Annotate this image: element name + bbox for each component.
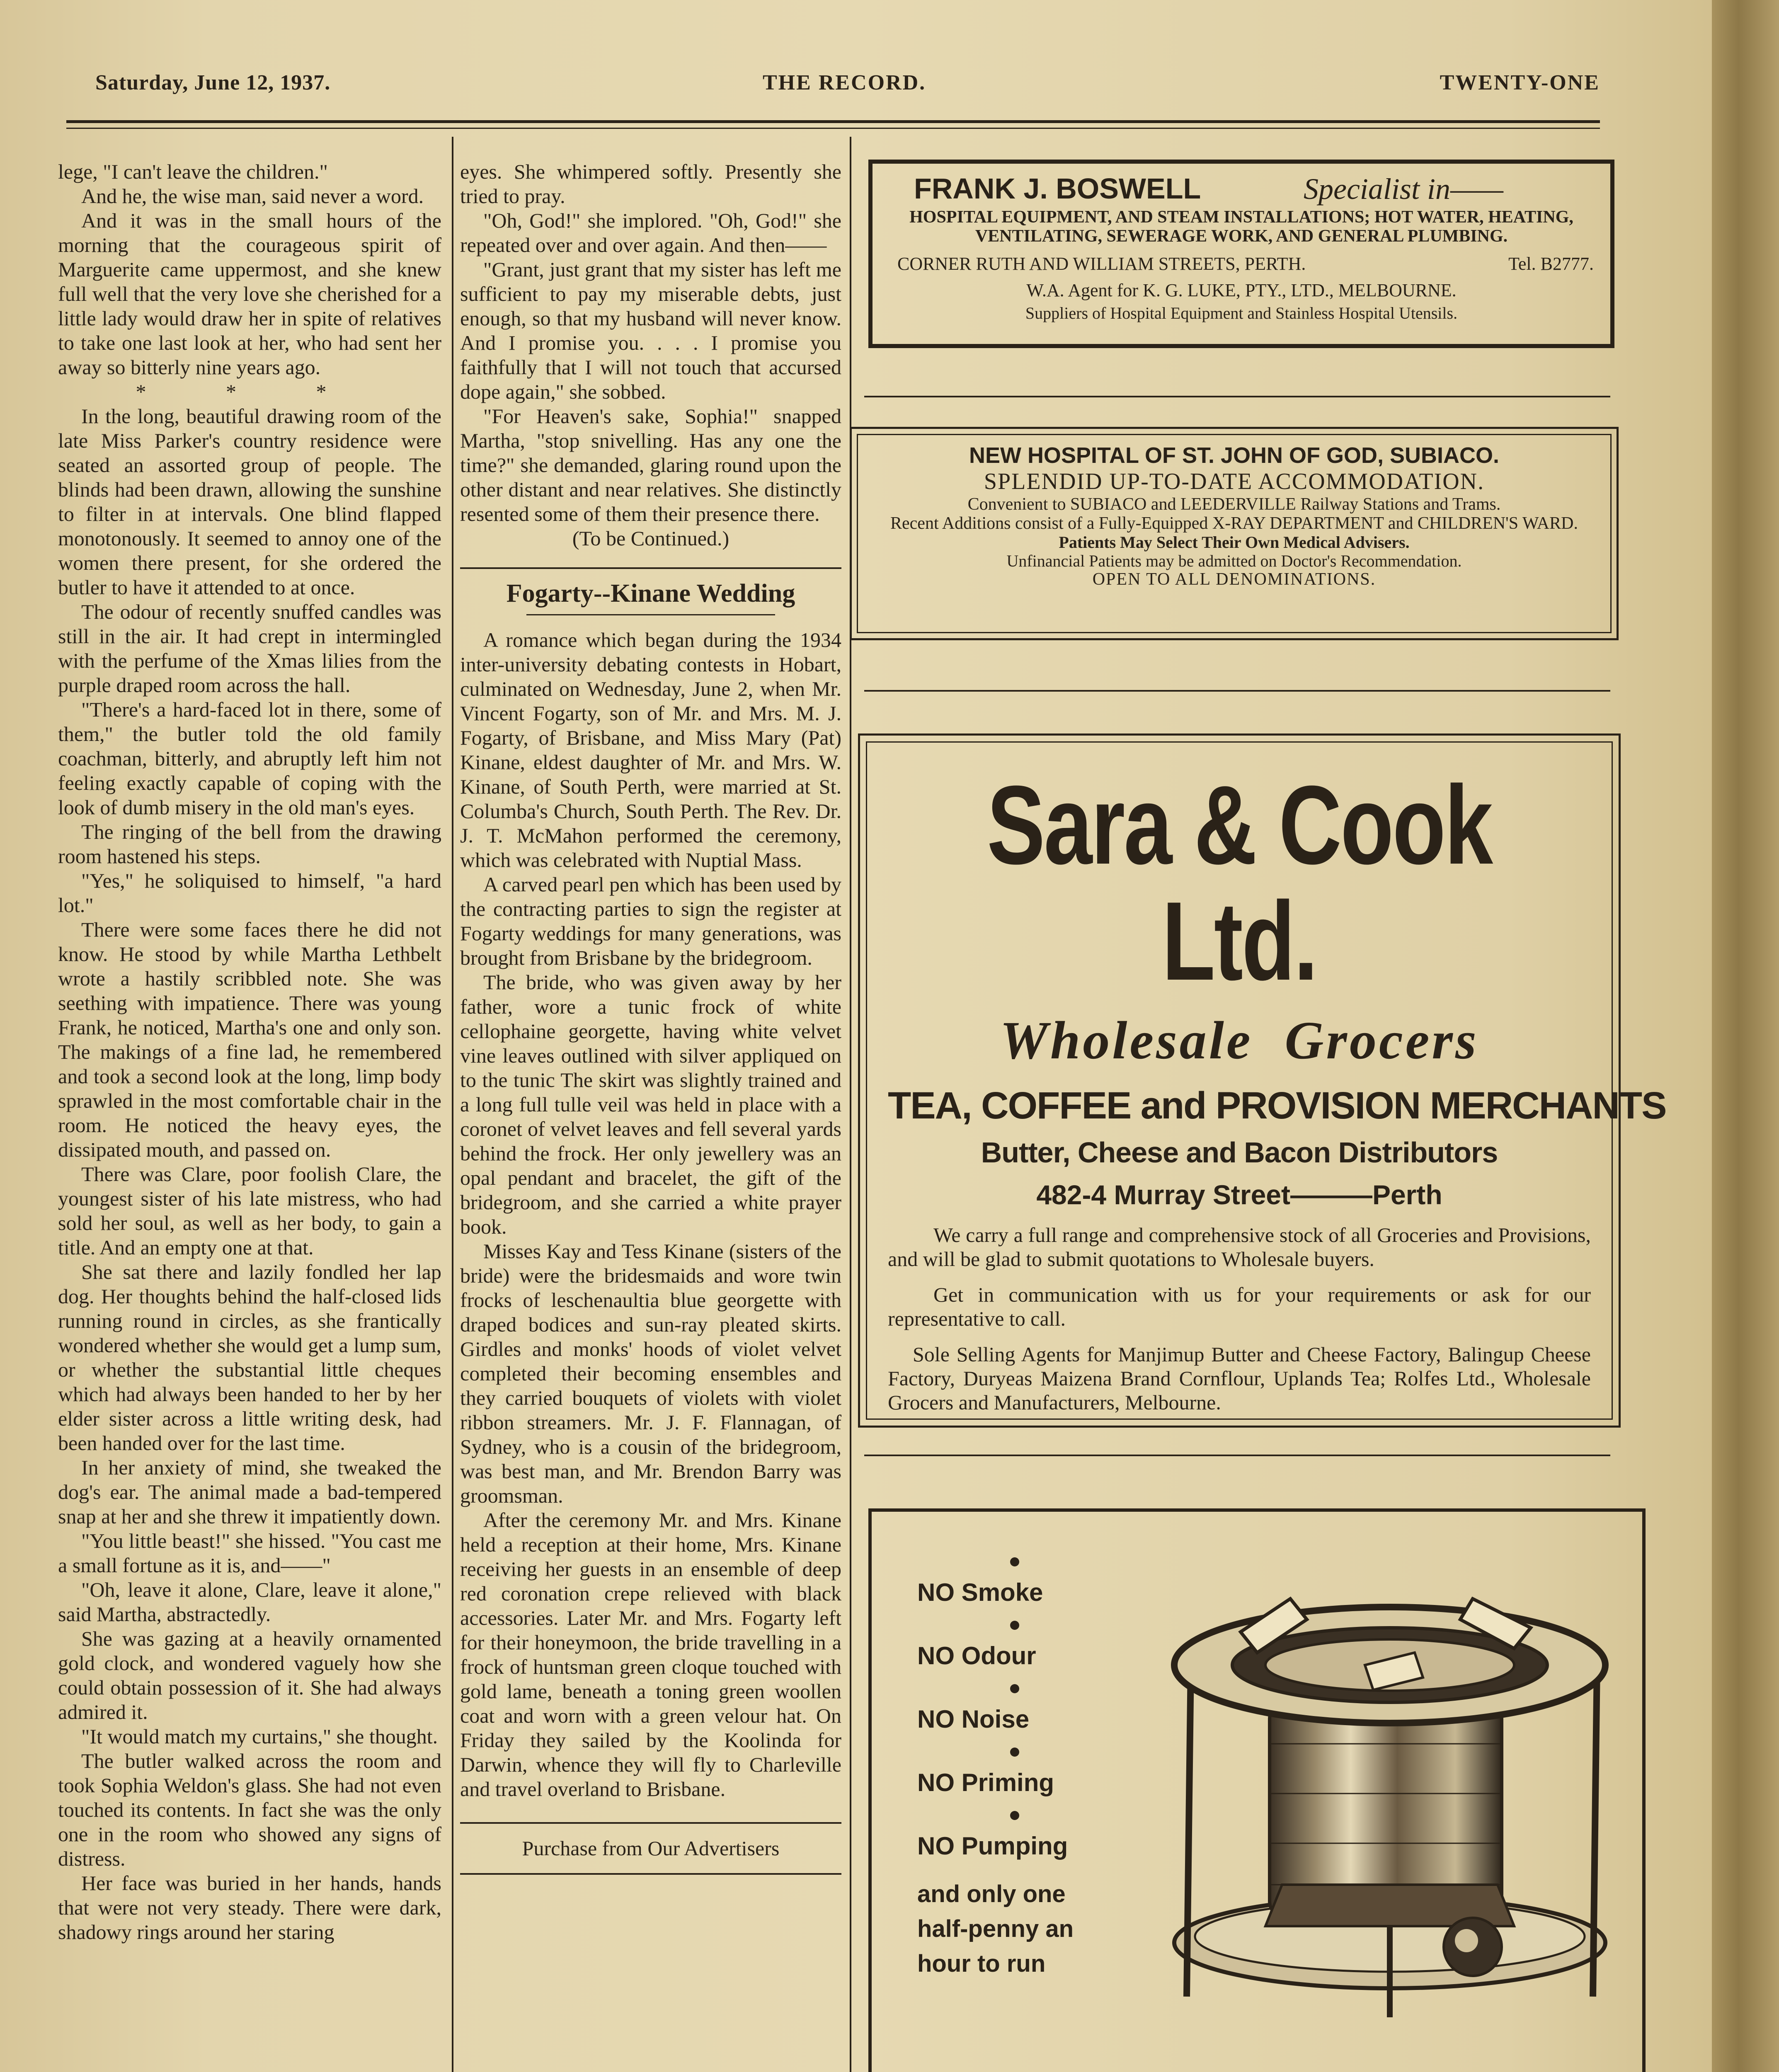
hospital-convenient: Convenient to SUBIACO and LEEDERVILLE Railway Stations and Trams. <box>967 495 1501 514</box>
bullet-icon <box>1010 1811 1019 1820</box>
sara-cook-address: 482-4 Murray Street———Perth <box>1036 1179 1442 1210</box>
story-paragraph: And he, the wise man, said never a word. <box>81 184 424 208</box>
sara-cook-paragraph: Get in communication with us for your requirements or ask for our representative to call. <box>888 1283 1591 1330</box>
story-paragraph: The odour of recently snuffed candles was still in the air. It had crept in intermingled with the perfume of the Xmas lilies from the purple draped room across the hall. <box>58 600 441 697</box>
boswell-specialist: Specialist in—— <box>1304 172 1503 206</box>
sara-cook-paragraph: We carry a full range and comprehensive stock of all Groceries and Provisions, and will be glad to submit quotations to Wholesale buyers. <box>888 1223 1591 1271</box>
story-paragraph: eyes. She whimpered softly. Presently she tried to pray. <box>460 160 841 208</box>
story-paragraph: "Oh, God!" she implored. "Oh, God!" she repeated over and over again. And then—— <box>460 209 841 257</box>
story-column-1 <box>58 160 441 1944</box>
wedding-paragraph: The bride, who was given away by her father, wore a tunic frock of white cellophaine georgette, having white velvet vine leaves outlined with silver appliqued on to the tunic The skirt was slightly trained and a long full tulle veil was held in place with a coronet of velvet leaves and fell several yards behind the frock. Her only jewellery was an opal pendant and bracelet, the gift of the bridegroom, and she carried a white prayer book. <box>460 971 841 1238</box>
boswell-name: FRANK J. BOSWELL <box>914 172 1201 205</box>
boswell-agent: W.A. Agent for K. G. LUKE, PTY., LTD., MELBOURNE. <box>1026 280 1457 300</box>
story-paragraph: "Oh, leave it alone, Clare, leave it alone," said Martha, abstractedly. <box>58 1578 441 1626</box>
hospital-unfinancial: Unfinancial Patients may be admitted on Doctor's Recommendation. <box>1006 552 1462 570</box>
sara-cook-merchants: TEA, COFFEE and PROVISION MERCHANTS <box>888 1084 1666 1127</box>
radix-feature: NO Smoke <box>917 1578 1043 1606</box>
boswell-title-row <box>889 172 1594 206</box>
ad-separator <box>864 1455 1610 1456</box>
section-rule <box>460 1822 841 1824</box>
story-paragraph: There was Clare, poor foolish Clare, the youngest sister of his late mistress, who had sold her soul, as well as her body, to gain a title. And an empty one at that. <box>58 1162 441 1259</box>
page-header <box>66 70 1600 112</box>
story-paragraph: lege, "I can't leave the children." <box>58 160 328 183</box>
story-paragraph: She was gazing at a heavily ornamented gold clock, and wondered vaguely how she could obtain possession of it. She had always admired it. <box>58 1627 441 1723</box>
story-paragraph: "You little beast!" she hissed. "You cast me a small fortune as it is, and——" <box>58 1529 441 1577</box>
paper-title: THE RECORD. <box>763 71 926 94</box>
story-paragraph: There were some faces there he did not know. He stood by while Martha Lethbelt wrote a hastily scribbled note. She was seething with impatience. There was young Frank, he noticed, Martha's one and only son. The makings of a fine lad, he remembered and took a second look at the long, limp body sprawled in the most comfortable chair in the room. He noticed the heavy eyes, the dissipated mouth, and passed on. <box>58 918 441 1161</box>
radix-feature: NO Priming <box>917 1769 1054 1796</box>
story-column-2 <box>460 160 841 1875</box>
headline-rule <box>460 567 841 569</box>
radix-ad <box>868 1508 1646 2072</box>
to-be-continued: (To be Continued.) <box>572 527 730 550</box>
column-divider <box>452 137 453 2072</box>
section-break: * * * <box>136 380 364 403</box>
radix-feature: NO Noise <box>917 1705 1030 1733</box>
page-number: TWENTY-ONE <box>1440 71 1600 94</box>
sara-cook-ad-inner <box>866 741 1666 1420</box>
radix-feature-list <box>917 1557 1166 1981</box>
hospital-additions: Recent Additions consist of a Fully-Equipped X-RAY DEPARTMENT and CHILDREN'S WARD. <box>890 514 1578 533</box>
sara-cook-paragraph: Sole Selling Agents for Manjimup Butter and Cheese Factory, Balingup Cheese Factory, Duryeas Maizena Brand Cornflour, Uplands Tea; Rolfes Ltd., Wholesale Grocers and Manufacturers, Melbourne. <box>888 1343 1591 1414</box>
boswell-address-row <box>889 253 1594 276</box>
boswell-ad <box>868 160 1614 348</box>
hospital-open: OPEN TO ALL DENOMINATIONS. <box>1092 570 1376 589</box>
wedding-paragraph: Misses Kay and Tess Kinane (sisters of the bride) were the bridesmaids and wore twin frocks of leschenaultia blue georgette with draped bodices and sun-ray pleated skirts. Girdles and monks' hoods of violet velvet completed their becoming ensembles and they carried bouquets of violets with violet ribbon streamers. Mr. J. F. Flannagan, of Sydney, who is a cousin of the bridegroom, was best man, and Mr. Brendon Barry was groomsman. <box>460 1239 841 1507</box>
hospital-title: NEW HOSPITAL OF ST. JOHN OF GOD, SUBIACO. <box>969 443 1500 468</box>
hospital-ad-inner <box>857 434 1612 633</box>
story-paragraph: In her anxiety of mind, she tweaked the dog's ear. The animal made a bad-tempered snap at her and she threw it impatiently down. <box>58 1456 441 1528</box>
sara-cook-ad <box>858 733 1666 1428</box>
radix-feature: NO Pumping <box>917 1832 1068 1860</box>
boswell-tel: Tel. B2777. <box>1508 254 1594 274</box>
story-paragraph: "It would match my curtains," she thought. <box>81 1725 438 1748</box>
wedding-paragraph: After the ceremony Mr. and Mrs. Kinane held a reception at their home, Mrs. Kinane receiving her guests in an ensemble of deep red coronation crepe relieved with black accessories. Later Mr. and Mrs. Fogarty left for their honeymoon, the bride travelling in a frock of huntsman green cloque touched with gold lame, beneath a toning green woollen coat and worn with a green velour hat. On Friday they sailed by the Koolinda for Darwin, whence they will fly to Charleville and travel overland to Brisbane. <box>460 1508 841 1801</box>
issue-date: Saturday, June 12, 1937. <box>95 71 331 94</box>
sara-cook-wholesale: Wholesale Grocers <box>1000 1011 1479 1070</box>
radix-feature: NO Odour <box>917 1642 1036 1670</box>
hospital-subtitle: SPLENDID UP-TO-DATE ACCOMMODATION. <box>984 469 1485 494</box>
bullet-icon <box>1010 1557 1019 1566</box>
boswell-services: HOSPITAL EQUIPMENT, AND STEAM INSTALLATIONS; HOT WATER, HEATING, VENTILATING, SEWERAGE WORK, AND GENERAL PLUMBING. <box>909 208 1573 246</box>
section-rule <box>460 1873 841 1875</box>
sara-cook-name: Sara & Cook Ltd. <box>987 763 1492 1004</box>
story-paragraph: And it was in the small hours of the morning that the courageous spirit of Marguerite came uppermost, and she knew full well that the very love she cherished for a little lady would draw her in spite of relatives to take one last look at her, who had sent her away so bitterly nine years ago. <box>58 209 441 379</box>
story-paragraph: She sat there and lazily fondled her lap dog. Her thoughts behind the half-closed lids running round in circles, as she frantically wondered whether she would get a lump sum, or whether the substantial little cheques which had always been handed to her by her elder sister across a little writing desk, had been handed over for the last time. <box>58 1260 441 1455</box>
story-paragraph: Her face was buried in her hands, hands that were not very steady. There were dark, shadowy rings around her staring <box>58 1871 441 1944</box>
story-paragraph: "Grant, just grant that my sister has left me sufficient to pay my miserable debts, just enough, so that my husband will never know. And I promise you. . . . I promise you faithfully that I will not touch that accursed dope again," she sobbed. <box>460 258 841 403</box>
purchase-note: Purchase from Our Advertisers <box>522 1837 780 1860</box>
wedding-paragraph: A carved pearl pen which has been used by the contracting parties to sign the register at Fogarty weddings for many generations, was brought from Brisbane by the bridegroom. <box>460 873 841 969</box>
headline-underline <box>526 614 775 615</box>
page-edge <box>1712 0 1779 2072</box>
header-rule <box>66 120 1600 123</box>
story-paragraph: In the long, beautiful drawing room of the late Miss Parker's country residence were seated an assorted group of people. The blinds had been drawn, allowing the sunshine to filter in at intervals. One blind flapped monotonously. It seemed to annoy one of the women there present, for she ordered the butler to have it attended to at once. <box>58 404 441 599</box>
boswell-suppliers: Suppliers of Hospital Equipment and Stainless Hospital Utensils. <box>1025 304 1458 322</box>
story-paragraph: The ringing of the bell from the drawing room hastened his steps. <box>58 820 441 868</box>
bullet-icon <box>1010 1684 1019 1693</box>
wedding-headline: Fogarty--Kinane Wedding <box>506 579 795 608</box>
boswell-address: CORNER RUTH AND WILLIAM STREETS, PERTH. <box>897 254 1306 274</box>
wedding-paragraph: A romance which began during the 1934 inter-university debating contests in Hobart, culminated on Wednesday, June 2, when Mr. Vincent Fogarty, son of Mr. and Mrs. M. J. Fogarty, of Brisbane, and Miss Mary (Pat) Kinane, eldest daughter of Mr. and Mrs. W. Kinane, of South Perth, were married at St. Columba's Church, South Perth. The Rev. Dr. J. T. McMahon performed the ceremony, which was celebrated with Nuptial Mass. <box>460 628 841 871</box>
bullet-icon <box>1010 1621 1019 1630</box>
header-rule-thin <box>66 128 1600 129</box>
story-paragraph: "For Heaven's sake, Sophia!" snapped Martha, "stop snivelling. Has any one the time?" she demanded, glaring round upon the other distant and near relatives. She distinctly resented some of them their presence there. <box>460 404 841 525</box>
radix-cost: and only one half-penny an hour to run <box>917 1881 1074 1977</box>
sara-cook-distributors: Butter, Cheese and Bacon Distributors <box>981 1136 1498 1169</box>
ad-separator <box>864 396 1610 397</box>
story-paragraph: "Yes," he soliquised to himself, "a hard lot." <box>58 869 441 917</box>
ad-separator <box>864 690 1610 692</box>
stove-illustration <box>1158 1528 1634 2026</box>
bullet-icon <box>1010 1748 1019 1757</box>
story-paragraph: "There's a hard-faced lot in there, some of them," the butler told the old family coachman, bitterly, and abruptly left him not feeling exactly capable of coping with the look of dumb misery in the old man's eyes. <box>58 698 441 819</box>
story-paragraph: The butler walked across the room and took Sophia Weldon's glass. She had not even touched its contents. In fact she was the only one in the room who showed any signs of distress. <box>58 1749 441 1870</box>
hospital-ad <box>850 427 1619 640</box>
hospital-advisers: Patients May Select Their Own Medical Advisers. <box>1059 533 1410 552</box>
